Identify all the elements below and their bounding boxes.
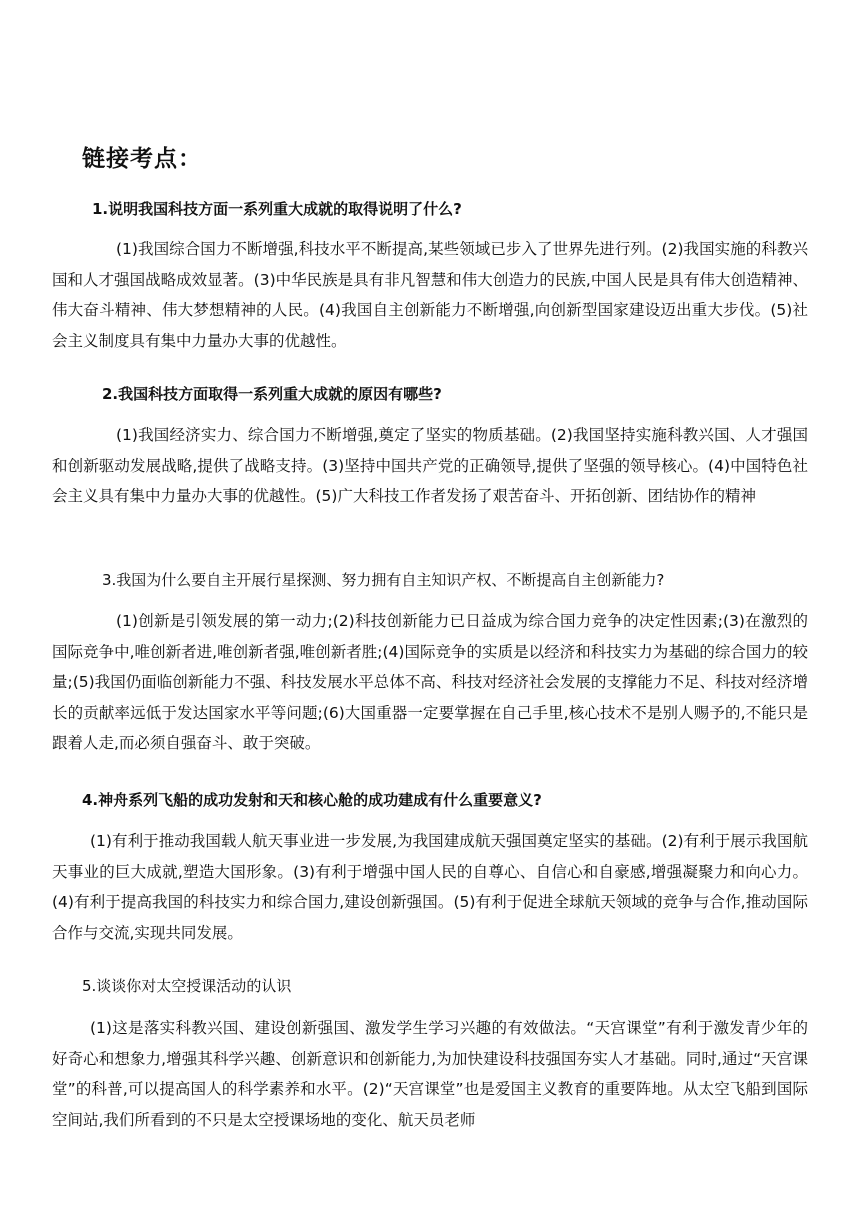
question-1: 1.说明我国科技方面一系列重大成就的取得说明了什么?: [92, 200, 462, 218]
answer-2: (1)我国经济实力、综合国力不断增强,奠定了坚实的物质基础。(2)我国坚持实施科教兴国、人才强国和创新驱动发展战略,提供了战略支持。(3)坚持中国共产党的正确领导,提供了坚强的领导核心。(4)中国特色社会主义具有集中力量办大事的优越性。(5)广大科技工作者发扬了艰苦奋斗、开拓创新、团结协作的精神: [52, 426, 808, 505]
page-title: 链接考点：: [82, 146, 202, 172]
answer-5: (1)这是落实科教兴国、建设创新强国、激发学生学习兴趣的有效做法。“天宫课堂”有利于激发青少年的好奇心和想象力,增强其科学兴趣、创新意识和创新能力,为加快建设科技强国夯实人才基础。同时,通过“天宫课堂”的科普,可以提高国人的科学素养和水平。(2)“天宫课堂”也是爱国主义教育的重要阵地。从太空飞船到国际空间站,我们所看到的不只是太空授课场地的变化、航天员老师: [52, 1019, 808, 1129]
question-3: 3.我国为什么要自主开展行星探测、努力拥有自主知识产权、不断提高自主创新能力?: [102, 571, 665, 589]
question-4: 4.神舟系列飞船的成功发射和天和核心舱的成功建成有什么重要意义?: [82, 791, 542, 809]
question-2: 2.我国科技方面取得一系列重大成就的原因有哪些?: [102, 385, 442, 403]
answer-1: (1)我国综合国力不断增强,科技水平不断提高,某些领域已步入了世界先进行列。(2)我国实施的科教兴国和人才强国战略成效显著。(3)中华民族是具有非凡智慧和伟大创造力的民族,中国人民是具有伟大创造精神、伟大奋斗精神、伟大梦想精神的人民。(4)我国自主创新能力不断增强,向创新型国家建设迈出重大步伐。(5)社会主义制度具有集中力量办大事的优越性。: [52, 240, 808, 350]
question-5: 5.谈谈你对太空授课活动的认识: [82, 977, 292, 995]
answer-3: (1)创新是引领发展的第一动力;(2)科技创新能力已日益成为综合国力竞争的决定性因素;(3)在激烈的国际竞争中,唯创新者进,唯创新者强,唯创新者胜;(4)国际竞争的实质是以经济和科技实力为基础的综合国力的较量;(5)我国仍面临创新能力不强、科技发展水平总体不高、科技对经济社会发展的支撑能力不足、科技对经济增长的贡献率远低于发达国家水平等问题;(6)大国重器一定要掌握在自己手里,核心技术不是别人赐予的,不能只是跟着人走,而必须自强奋斗、敢于突破。: [52, 612, 808, 752]
answer-4: (1)有利于推动我国载人航天事业进一步发展,为我国建成航天强国奠定坚实的基础。(2)有利于展示我国航天事业的巨大成就,塑造大国形象。(3)有利于增强中国人民的自尊心、自信心和自豪感,增强凝聚力和向心力。(4)有利于提高我国的科技实力和综合国力,建设创新强国。(5)有利于促进全球航天领域的竞争与合作,推动国际合作与交流,实现共同发展。: [52, 832, 808, 942]
